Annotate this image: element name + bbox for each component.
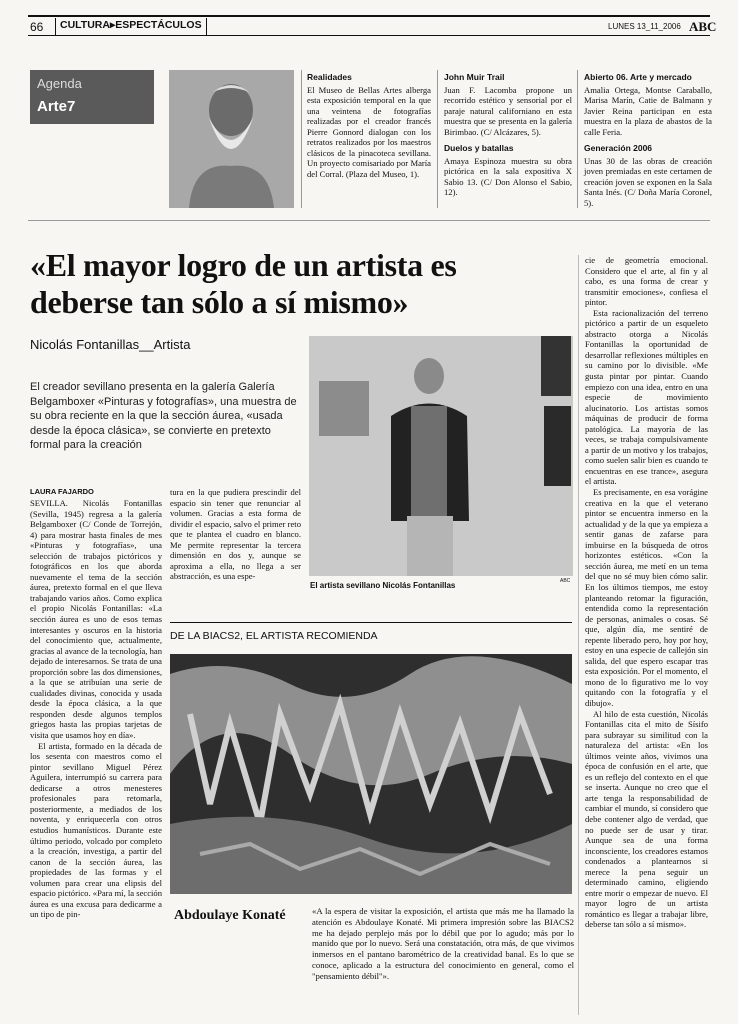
- section-name: CULTURA: [60, 19, 110, 31]
- agenda-item-title: Duelos y batallas: [444, 143, 514, 154]
- article-paragraph: Es precisamente, en esa vorágine creativa en la que el veterano pintor se encuentra inmerso en la actualidad y de la que ya empieza a sentir ganas de zafarse para imbuirse en la búsqueda de otros horizontes estéticos. «Con la sección áurea, me metí en un tema del que no sé muy bien cómo salir. En los últimos tiempos, me estoy planteando retomar la figuración, entendida como la representación de personas, animales o cosas. Sé que, algún día, me sentiré de repente liberado pero, hoy por hoy, estoy en una especie de callejón sin salida, del que espero escapar tras esta exposición. Por el momento, el mono de lo figurativo me lo voy quitando con la fotografía y el dibujo».: [585, 487, 708, 708]
- agenda-item-text: Juan F. Lacomba propone un recorrido estético y sensorial por el paraje natural californiano en esta muestra que se presenta en la galería Birimbao. (C/ Alcázares, 5).: [444, 84, 572, 137]
- artist-portrait-photo: [309, 336, 573, 576]
- agenda-item-realidades: [307, 72, 431, 179]
- byline-role: Artista: [153, 337, 191, 352]
- article-paragraph: cie de geometría emocional. Considero que el arte, al fin y al cabo, es una forma de crear y transmitir emociones», confiesa el pintor.: [585, 255, 708, 308]
- agenda-label: Agenda: [37, 76, 82, 91]
- byline-name: Nicolás Fontanillas: [30, 337, 140, 352]
- agenda-item-title: Abierto 06. Arte y mercado: [584, 72, 692, 82]
- photo-caption: El artista sevillano Nicolás Fontanillas: [310, 581, 456, 590]
- agenda-bottom-rule: [28, 220, 710, 221]
- headline-line-2: deberse tan sólo a sí mismo»: [30, 284, 409, 320]
- article-paragraph: Esta racionalización del terreno pictórico a partir de un esqueleto abstracto otorga a Nicolás Fontanillas la oportunidad de desarrollar reflexiones múltiples en su camino por lo divisible. «Me gusta pintar por pintar. Cuando empiezo con una idea, entro en una especie de movimiento alucinatorio. Los artistas somos máquinas de producir de forma patológica. La mayoría de las veces, se trabaja compulsivamente a partir de un motivo y los trabajos, como suelen salir bien es cuando te encuentras en ese trance», asegura el artista.: [585, 307, 708, 487]
- konate-artwork-photo: [170, 654, 572, 894]
- agenda-sublabel: Arte7: [37, 98, 76, 115]
- agenda-item-text: El Museo de Bellas Artes alberga esta exposición temporal en la que una veintena de fotografías realizadas por el creador francés Pierre Gonnord dialogan con los retratos realizados por los maestros clásicos de la pinacoteca sevillana. Un proyecto comisariado por María del Corral. (Plaza del Museo, 1).: [307, 84, 431, 179]
- article-paragraph: tura en la que pudiera prescindir del espacio sin tener que renunciar al volumen. Gracias a esta forma de dividir el espacio, salvo el primer reto que te plantea el cuadro en blanco. Me permite representar la tercera dimensión en dos y, aunque se aproxima a ella, no llega a ser abstracción, es una espe-: [170, 487, 301, 582]
- column-divider: [578, 255, 579, 1015]
- headline-line-1: «El mayor logro de un artista es: [30, 247, 457, 283]
- bearded-man-illustration: [169, 70, 294, 208]
- agenda-divider-2: [437, 70, 438, 208]
- biacs-kicker: DE LA BIACS2, EL ARTISTA RECOMIENDA: [170, 630, 378, 642]
- biacs-artist-name: Abdoulaye Konaté: [174, 908, 286, 923]
- page-number: 66: [30, 20, 44, 34]
- article-column-3: [585, 255, 708, 930]
- article-column-2: [170, 487, 301, 582]
- biacs-top-rule: [170, 622, 572, 623]
- section-label: [55, 18, 207, 36]
- agenda-item-title: John Muir Trail: [444, 72, 505, 82]
- biacs-quote: «A la espera de visitar la exposición, el artista que más me ha llamado la atención es Abdoulaye Konaté. Mi primera impresión sobre las BIACS2 me ha dejado perplejo más por lo débil que por lo agudo; más por lo manido que por lo nuevo. Será una constatación, otra más, de que vivimos inmersos en el pantano barométrico de la creatividad banal. Es lo que se conoce, aplicado a la estructura del conocimiento en general, como el "pensamiento débil"».: [312, 906, 574, 981]
- agenda-item-text: Amaya Espinoza muestra su obra pictórica en la sala expositiva X Sabio 13. (C/ Don Alonso el Sabio, 12).: [444, 155, 572, 198]
- article-column-1: [30, 498, 162, 920]
- issue-date: LUNES 13_11_2006: [608, 22, 681, 31]
- photo-credit: ABC: [560, 578, 571, 584]
- article-paragraph: SEVILLA. Nicolás Fontanillas (Sevilla, 1945) regresa a la galería Belgamboxer (C/ Conde de Torrejón, 4) para mostrar hasta finales de mes «Pinturas y fotografías», una selección de trabajos pictóricos y fotográficos en los que aborda nuevamente el tema de la sección áurea, pretexto formal en el que lleva trabajando varios años. Como explica el propio Nicolás Fontanillas: «La sección áurea es uno de esos temas interesantes y oscuros en la historia del conocimiento que, actualmente, gracias al avance de la tecnología, han dejado de interesarnos. Se trata de una proporción sobre las dos dimensiones, a la que se atribuían una serie de cualidades divinas, conocida y usada desde la época clásica, a la que responden desde algunos templos griegos hasta las propias tarjetas de visita que usamos hoy en día».: [30, 498, 162, 741]
- article-paragraph: Al hilo de esta cuestión, Nicolás Fontanillas cita el mito de Sísifo para subrayar su similitud con la naturaleza del artista: «En los últimos veinte años, vivimos una época de confusión en el arte, que es un reflejo del contexto en el que se inserta. Aunque no creo que el arte tenga la responsabilidad de cambiar el mundo, sí considero que debe contener algo de verdad, que no puede ser de usar y tirar. Aunque sea de una forma inconsciente, los creadores estamos condenados a plantearnos si merece la pena seguir un determinado camino, eligiendo entre morir o empezar de nuevo. El mayor logro de un artista romántico es llegar a trabajar libre, deberse tan sólo a sí mismo».: [585, 708, 708, 930]
- artist-standing-illustration: [309, 336, 573, 576]
- agenda-item-abierto: [584, 72, 712, 209]
- agenda-item-text: Amalia Ortega, Montse Caraballo, Marisa Marín, Catie de Balmann y Javier Reina participan en esta muestra en la plaza de abastos de la calle Feria.: [584, 84, 712, 137]
- byline: [30, 337, 190, 352]
- section-separator: ▸: [109, 19, 116, 31]
- section-name-2: ESPECTÁCULOS: [115, 19, 202, 31]
- agenda-item-title: Generación 2006: [584, 143, 653, 154]
- agenda-item-title: Realidades: [307, 72, 352, 82]
- header-rule-top: [28, 15, 710, 17]
- agenda-item-john-muir: [444, 72, 572, 198]
- agenda-portrait-photo: [169, 70, 294, 208]
- agenda-box: [30, 70, 154, 124]
- agenda-item-text: Unas 30 de las obras de creación joven premiadas en este certamen de creación joven se exponen en la Sala Santa Inés. (C/ Doña María Coronel, 5).: [584, 155, 712, 209]
- article-author: LAURA FAJARDO: [30, 487, 94, 496]
- textile-artwork-illustration: [170, 654, 572, 894]
- byline-separator: __: [139, 337, 154, 352]
- agenda-divider-1: [301, 70, 302, 208]
- article-paragraph: El artista, formado en la década de los sesenta con maestros como el pintor sevillano Miguel Pérez Aguilera, interrumpió su carrera para dedicarse a otros menesteres profesionales para retomarla, posteriormente, a mediados de los noventa, y enriquecerla con otros estudios humanísticos. Durante este último periodo, volcado por completo a la creación, investiga, a partir del canon de la sección áurea, las propiedades de las formas y el volumen para crear una elipsis del espacio pictórico. «Para mí, la sección áurea es una excusa para dedicarme a un tipo de pin-: [30, 740, 162, 920]
- agenda-divider-3: [577, 70, 578, 208]
- headline: [30, 247, 570, 321]
- standfirst: El creador sevillano presenta en la galería Galería Belgamboxer «Pinturas y fotografías», una muestra de su obra reciente en la que la sección áurea, «usada desde la época clásica», se convierte en pretexto formal para la creación: [30, 381, 297, 451]
- header-rule-bottom: [28, 35, 710, 36]
- paper-logo: ABC: [689, 19, 717, 34]
